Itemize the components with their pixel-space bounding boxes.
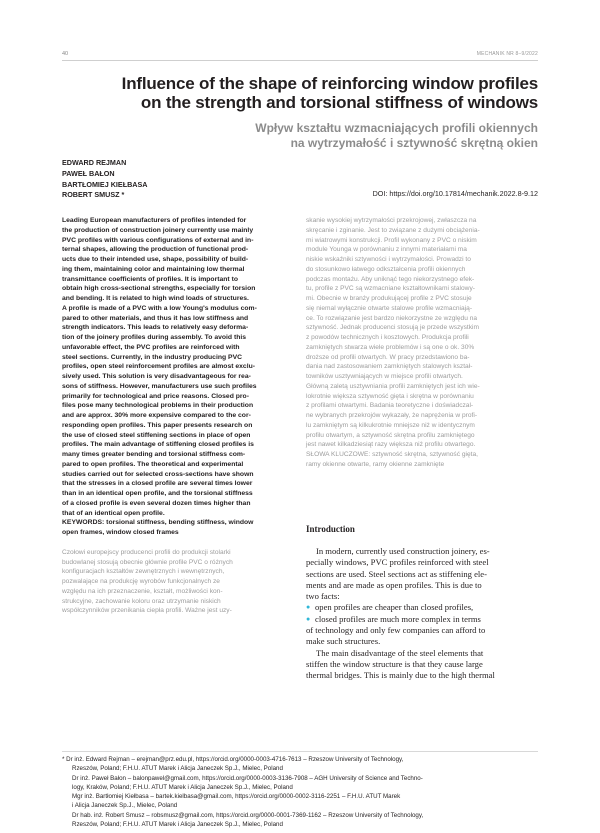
abstract-line: and bending. It is related to high wind loads of structures. (62, 295, 249, 302)
abstract-pl-line: module Younga w porównaniu z innymi materiałami ma (306, 246, 467, 254)
abstract-pl-line: podczas montażu. Aby uniknąć tego niekorzystnego efek- (306, 275, 475, 283)
bullet-text: open profiles are cheaper than closed profiles, (315, 602, 474, 613)
body-line: ments and are made as open profiles. This is due to (306, 579, 482, 590)
abstract-pl-line: Główną zaletą usztywniania profili zamkniętych jest ich wie- (306, 382, 480, 390)
abstract-pl-line: zamkniętych stwarza wiele problemów i są one o ok. 30% (306, 343, 475, 351)
abstract-line: responding open profiles. This paper presents research on (62, 421, 253, 429)
abstract-pl-line: konfiguracjach kształtów zewnętrznych i wewnętrznych, (62, 568, 225, 576)
abstract-line: tion of the joinery profiles during assembly. To avoid this (62, 334, 247, 341)
body-line: In modern, currently used construction joinery, es- (316, 546, 490, 556)
abstract-line: the production of construction joinery currently use mainly (62, 226, 254, 234)
abstract-pl-line: towników usztywniających w miejsce profili otwartych. (306, 373, 463, 380)
body-line: sections are used. Steel sections act as stiffening ele- (306, 568, 487, 579)
author-footnotes (62, 755, 538, 829)
body-line: thermal bridges. This is mainly due to the high thermal (306, 670, 495, 681)
abstract-pl-line: niskie wskaźniki sztywności i wytrzymałości. Prowadzi to (306, 256, 471, 263)
footnote-line: * Dr inż. Edward Rejman – erejman@prz.edu.pl, https://orcid.org/0000-0003-4716-7613 – Rzeszow University of Technology, (62, 756, 404, 763)
abstract-line: sively used. This solution is very disadvantageous for rea- (62, 373, 251, 380)
abstract-line: that of an identical open profile. (62, 509, 165, 517)
abstract-line: that the stresses in a closed profile are several times lower (62, 480, 253, 488)
abstract-pl-line: z powodów technicznych i kosztowych. Produkcja profili (306, 334, 469, 341)
bullet-item (306, 614, 538, 625)
author: PAWEŁ BAŁON (62, 168, 115, 178)
abstract-pl-line: sztywność. Jednak producenci stosują je przede wszystkim (306, 324, 479, 332)
abstract-pl-line: mi wiatrowymi konstrukcji. Profil wykonany z PVC o niskim (306, 236, 477, 244)
body-line: The main disadvantage of the steel elements that (316, 647, 484, 658)
abstract-pl-line: skręcanie i zginanie. Jest to związane z dużymi obciążenia- (306, 226, 480, 234)
journal-issue: MECHANIK NR 8–9/2022 (476, 51, 538, 57)
abstract-line: transmittance coefficients of profiles. It is important to (62, 275, 238, 283)
section-heading-introduction: Introduction (306, 524, 355, 534)
abstract-line: profiles, open steel reinforcement profiles are almost exclu- (62, 363, 256, 371)
abstract-line: of a closed profile is even several dozen times higher than (62, 499, 251, 507)
header-divider (62, 60, 538, 61)
abstract-line: files pose many technological problems in their production (62, 402, 254, 410)
introduction-body (306, 546, 538, 682)
abstract-line: primarily for technological and price reasons. Closed pro- (62, 392, 249, 400)
abstract-pl-line: mi. Obecnie w branży produkującej profile z PVC stosuje (306, 295, 472, 302)
abstract-line: obtain high cross-sectional strengths, especially for torsion (62, 285, 256, 293)
body-line: two facts: (306, 591, 340, 602)
abstract-line: A profile is made of a PVC with a low Young's modulus com- (62, 304, 257, 312)
abstract-line: strength indicators. This leads to relatively easy deforma- (62, 324, 249, 332)
bullet-text: closed profiles are much more complex in terms (315, 613, 481, 624)
abstract-line: pared to open profiles. The theoretical and experimental (62, 460, 244, 468)
abstract-line: than in an identical open profile, and the torsional stiffness (62, 490, 253, 497)
abstract-pl-line: dania nad zastosowaniem zamkniętych stalowych kształ- (306, 363, 473, 371)
abstract-pl-line: lu zamkniętym są kilkukrotnie mniejsze niż w identycznym (306, 421, 475, 429)
keywords-line: open frames, window closed frames (62, 529, 179, 536)
abstract-english (62, 216, 294, 538)
abstract-pl-line: ce. To rozwiązanie jest bardzo niekorzystne ze względu na (306, 314, 478, 322)
author-list (62, 158, 147, 201)
abstract-pl-line: ne wybranych przekrojów wykazały, że naprężenia w profi- (306, 412, 478, 419)
abstract-pl-line: pozwalające na produkcję wyrobów funkcjonalnych ze (62, 578, 220, 585)
abstract-line: Leading European manufacturers of profiles intended for (62, 217, 247, 224)
keywords-line: KEYWORDS: torsional stiffness, bending stiffness, window (62, 519, 254, 527)
body-line: of technology and only few companies can afford to (306, 625, 486, 636)
abstract-polish-continued (306, 216, 538, 470)
author: BARTŁOMIEJ KIEŁBASA (62, 179, 148, 189)
abstract-pl-line: budowlanej stosują obecnie głównie profile PVC o różnych (62, 558, 233, 566)
abstract-line: studies carried out for selected cross-sections have shown (62, 470, 254, 478)
abstract-line: the use of closed steel stiffening sections in place of open (62, 431, 251, 439)
bullet-item (306, 602, 538, 613)
body-line: pecially windows, PVC profiles reinforced with steel (306, 557, 489, 568)
abstract-line: and are approx. 30% more expensive compared to the cor- (62, 412, 251, 419)
author: EDWARD REJMAN (62, 158, 127, 167)
abstract-line: pared to other materials, and thus it has low stiffness and (62, 314, 249, 322)
abstract-pl-line: strukcyjne, zachowanie koloru oraz utrzymanie niskich (62, 597, 221, 605)
footnote-line: i Alicja Janeczek Sp.J., Mielec, Poland (72, 802, 178, 810)
abstract-pl-line: tu, profile z PVC są wzmacniane kształtownikami stalowy- (306, 285, 475, 293)
abstract-pl-line: jest nawet kilkadziesiąt razy większa niż profilu otwartego. (306, 441, 476, 449)
abstract-line: unfavorable effect, the PVC profiles are reinforced with (62, 343, 240, 351)
abstract-pl-line: się niemal wyłącznie otwarte stalowe profile wzmacniają- (306, 304, 473, 312)
bullet-dot-icon: ● (306, 614, 311, 623)
footnote-line: Dr inż. Paweł Bałon – balonpawel@gmail.com, https://orcid.org/0000-0003-3136-7908 – AGH University of Science and Techno- (72, 774, 423, 782)
abstract-line: ucts due to their intended use, shape, possibility of build- (62, 256, 249, 263)
footnote-line: Dr hab. inż. Robert Smusz – robsmusz@gmail.com, https://orcid.org/0000-0001-7369-1162 – Rzeszow University of Technology, (72, 811, 424, 819)
abstract-pl-line: względu na ich przeznaczenie, kształt, możliwości kon- (62, 587, 223, 595)
abstract-polish-start (62, 548, 294, 616)
keywords-pl-line: ramy okienne otwarte, ramy okienne zamknięte (306, 460, 445, 468)
body-line: make such structures. (306, 636, 381, 647)
article-title (80, 74, 538, 112)
article-subtitle (180, 121, 538, 151)
subtitle-line-2: na wytrzymałość i sztywność skrętną okien (290, 136, 538, 150)
abstract-pl-line: Czołowi europejscy producenci profili do produkcji stolarki (62, 548, 231, 556)
subtitle-line-1: Wpływ kształtu wzmacniających profili okiennych (255, 121, 538, 135)
abstract-pl-line: do stosunkowo łatwego odkształcenia profili okiennych (306, 265, 466, 273)
left-column (62, 216, 294, 616)
title-line-1: Influence of the shape of reinforcing window profiles (121, 74, 538, 93)
abstract-pl-line: współczynników przenikania ciepła profili. Ważne jest uzy- (62, 607, 232, 615)
abstract-pl-line: lokrotnie większa sztywność gięta i skrętna w porównaniu (306, 392, 474, 400)
page-number: 40 (62, 51, 69, 57)
bullet-dot-icon: ● (306, 603, 311, 612)
body-line: stiffen the window structure is that they cause large (306, 658, 483, 669)
footnote-line: logy, Kraków, Poland; F.H.U. ATUT Marek i Alicja Janeczek Sp.J., Mielec, Poland (72, 783, 293, 791)
abstract-line: sons of stiffness. However, manufacturers use such profiles (62, 382, 257, 390)
abstract-pl-line: z profilami otwartymi. Badania teoretyczne i doświadczal- (306, 402, 474, 410)
abstract-pl-line: droższe od profili otwartych. W pracy przedstawiono ba- (306, 353, 470, 361)
abstract-line: ternal shapes, allowing the production of functional prod- (62, 246, 249, 254)
abstract-pl-line: profilu otwartym, a sztywność skrętna profilu zamkniętego (306, 431, 475, 439)
abstract-line: many times greater bending and torsional stiffness com- (62, 451, 246, 458)
author: ROBERT SMUSZ * (62, 190, 125, 200)
right-column (306, 216, 538, 470)
title-line-2: on the strength and torsional stiffness of windows (140, 93, 538, 112)
abstract-pl-line: skanie wysokiej wytrzymałości przekrojowej, zwłaszcza na (306, 217, 477, 224)
footnote-line: Mgr inż. Bartłomiej Kiełbasa – bartek.kielbasa@gmail.com, https://orcid.org/0000-0002-3116-2251 – F.H.U. ATUT Marek (72, 793, 401, 801)
abstract-line: profiles. The main advantage of stiffening closed profiles is (62, 441, 254, 449)
abstract-line: ing them, maintaining color and maintaining low thermal (62, 265, 245, 273)
abstract-line: steel sections. Currently, in the industry producing PVC (62, 353, 243, 361)
keywords-pl-line: SŁOWA KLUCZOWE: sztywność skrętna, sztywność gięta, (306, 451, 478, 458)
footnote-line: Rzeszów, Poland; F.H.U. ATUT Marek i Alicja Janeczek Sp.J., Mielec, Poland (72, 821, 283, 829)
footnote-divider (62, 751, 538, 752)
footnote-line: Rzeszów, Poland; F.H.U. ATUT Marek i Alicja Janeczek Sp.J., Mielec, Poland (72, 765, 283, 773)
doi-link[interactable]: DOI: https://doi.org/10.17814/mechanik.2022.8-9.12 (372, 189, 538, 198)
abstract-line: PVC profiles with various configurations of external and in- (62, 236, 254, 244)
